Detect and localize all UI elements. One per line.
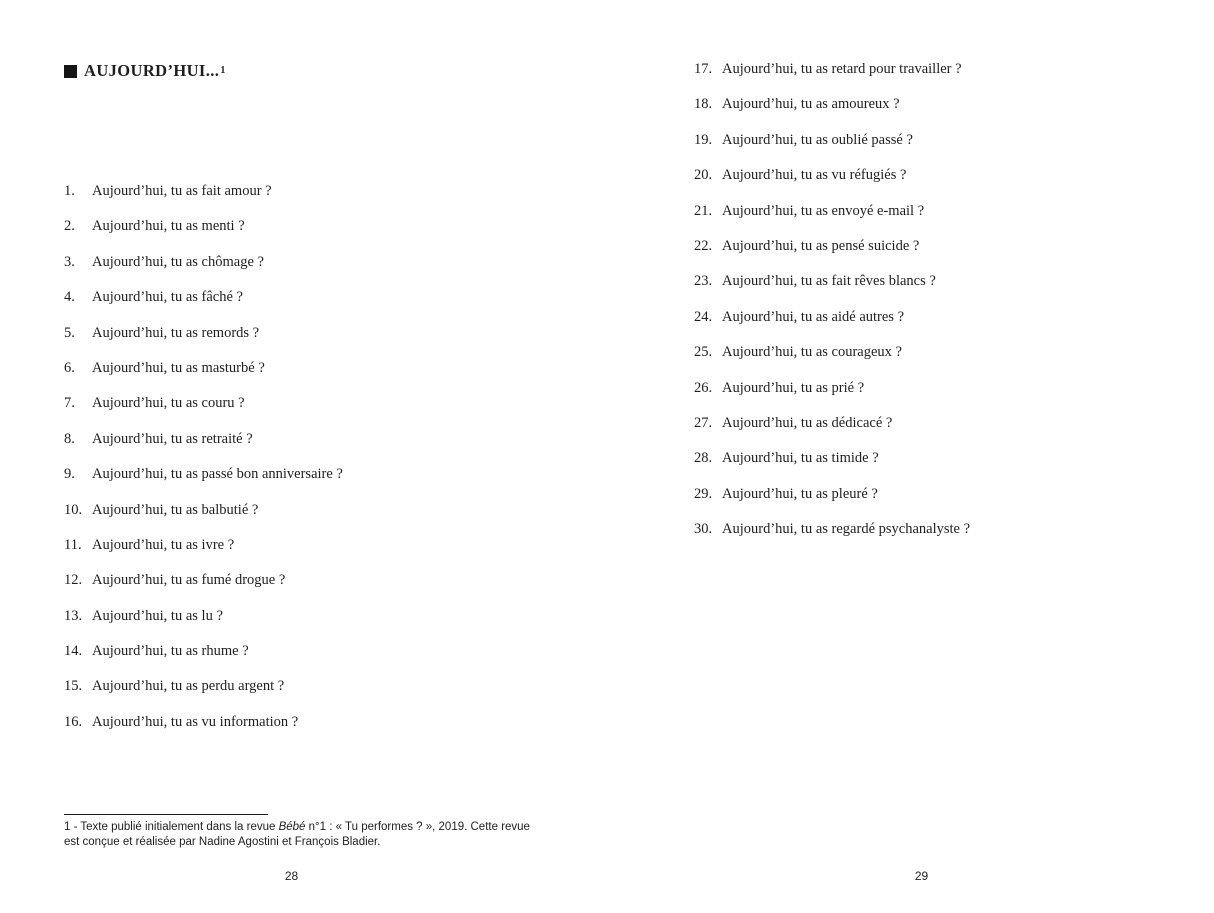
list-item <box>694 451 1214 466</box>
item-number: 10. <box>64 501 83 518</box>
item-number: 24. <box>694 308 713 325</box>
section-header: AUJOURD’HUI... 1 <box>64 61 226 81</box>
item-text: Aujourd’hui, tu as lu ? <box>92 607 223 624</box>
item-text: Aujourd’hui, tu as amoureux ? <box>722 96 900 113</box>
footnote <box>64 820 544 850</box>
footnote-text: 1 - Texte publié initialement dans la revue <box>64 821 279 833</box>
item-number: 27. <box>694 414 713 431</box>
item-text: Aujourd’hui, tu as remords ? <box>92 324 260 341</box>
list-item <box>64 326 604 341</box>
item-text: Aujourd’hui, tu as rhume ? <box>92 643 249 660</box>
footnote-line-2 <box>64 835 544 850</box>
item-number: 6. <box>64 359 75 376</box>
list-item <box>694 522 1214 537</box>
item-number: 3. <box>64 253 75 270</box>
list-item <box>694 97 1214 112</box>
question-list-left <box>64 184 604 750</box>
item-number: 13. <box>64 607 83 624</box>
item-text: Aujourd’hui, tu as envoyé e-mail ? <box>722 202 925 219</box>
item-number: 16. <box>64 713 83 730</box>
item-number: 12. <box>64 572 83 589</box>
page-number-right: 29 <box>914 869 929 883</box>
item-number: 28. <box>694 450 713 467</box>
item-number: 9. <box>64 466 75 483</box>
item-number: 23. <box>694 273 713 290</box>
list-item <box>64 361 604 376</box>
list-item <box>64 715 604 730</box>
list-item <box>64 503 604 518</box>
item-text: Aujourd’hui, tu as fait rêves blancs ? <box>722 273 936 290</box>
list-item <box>64 609 604 624</box>
footnote-text: est conçue et réalisée par Nadine Agostini et François Bladier. <box>64 836 381 848</box>
item-text: Aujourd’hui, tu as retraité ? <box>92 430 253 447</box>
list-item <box>64 538 604 553</box>
footnote-separator <box>64 814 268 815</box>
item-text: Aujourd’hui, tu as pleuré ? <box>722 485 878 502</box>
item-number: 26. <box>694 379 713 396</box>
list-item <box>694 239 1214 254</box>
item-number: 18. <box>694 96 713 113</box>
item-number: 7. <box>64 395 75 412</box>
item-number: 14. <box>64 643 83 660</box>
item-text: Aujourd’hui, tu as masturbé ? <box>92 359 265 376</box>
item-number: 1. <box>64 183 75 199</box>
list-item <box>694 204 1214 219</box>
item-text: Aujourd’hui, tu as chômage ? <box>92 253 264 270</box>
item-number: 22. <box>694 237 713 254</box>
item-text: Aujourd’hui, tu as courageux ? <box>722 344 902 361</box>
list-item <box>694 274 1214 289</box>
list-item <box>694 310 1214 325</box>
footnote-text: n°1 : « Tu performes ? », 2019. Cette revue <box>305 821 530 833</box>
list-item <box>694 133 1214 148</box>
item-text: Aujourd’hui, tu as timide ? <box>722 450 879 467</box>
list-item <box>64 467 604 482</box>
list-item <box>64 255 604 270</box>
item-text: Aujourd’hui, tu as ivre ? <box>92 536 235 553</box>
list-item <box>64 644 604 659</box>
list-item <box>64 290 604 305</box>
item-text: Aujourd’hui, tu as vu information ? <box>92 713 299 730</box>
item-text: Aujourd’hui, tu as passé bon anniversaire ? <box>92 466 343 483</box>
item-text: Aujourd’hui, tu as aidé autres ? <box>722 308 905 325</box>
list-item <box>694 487 1214 502</box>
item-text: Aujourd’hui, tu as fumé drogue ? <box>92 572 286 589</box>
item-text: Aujourd’hui, tu as menti ? <box>92 218 245 235</box>
item-text: Aujourd’hui, tu as dédicacé ? <box>722 414 893 431</box>
item-text: Aujourd’hui, tu as vu réfugiés ? <box>722 167 907 184</box>
item-number: 25. <box>694 344 713 361</box>
item-text: Aujourd’hui, tu as regardé psychanalyste ? <box>722 521 971 538</box>
item-number: 11. <box>64 536 82 553</box>
item-number: 4. <box>64 289 75 306</box>
list-item <box>694 381 1214 396</box>
list-item <box>64 573 604 588</box>
section-title: AUJOURD’HUI... <box>84 61 220 80</box>
footnote-italic-title: Bébé <box>278 821 306 833</box>
list-item <box>64 219 604 234</box>
page-number-left: 28 <box>284 869 299 883</box>
item-text: Aujourd’hui, tu as balbutié ? <box>92 501 259 518</box>
item-text: Aujourd’hui, tu as fâché ? <box>92 289 243 306</box>
item-number: 2. <box>64 218 75 235</box>
list-item <box>64 679 604 694</box>
item-text: Aujourd’hui, tu as pensé suicide ? <box>722 237 920 254</box>
item-number: 5. <box>64 324 75 341</box>
item-number: 8. <box>64 430 75 447</box>
item-text: Aujourd’hui, tu as prié ? <box>722 379 865 396</box>
item-number: 15. <box>64 678 83 695</box>
item-number: 21. <box>694 202 713 219</box>
list-item <box>64 432 604 447</box>
list-item <box>64 184 604 199</box>
item-text: Aujourd’hui, tu as perdu argent ? <box>92 678 285 695</box>
item-number: 30. <box>694 521 713 538</box>
item-text: Aujourd’hui, tu as retard pour travailler ? <box>722 61 962 77</box>
list-item <box>64 396 604 411</box>
question-list-right <box>694 62 1214 557</box>
item-text: Aujourd’hui, tu as fait amour ? <box>92 183 272 199</box>
list-item <box>694 62 1214 77</box>
item-number: 17. <box>694 61 713 77</box>
item-number: 29. <box>694 485 713 502</box>
item-text: Aujourd’hui, tu as oublié passé ? <box>722 131 913 148</box>
square-bullet-icon <box>64 65 77 78</box>
list-item <box>694 345 1214 360</box>
list-item <box>694 416 1214 431</box>
footnote-line-1 <box>64 820 544 835</box>
item-text: Aujourd’hui, tu as couru ? <box>92 395 245 412</box>
item-number: 19. <box>694 131 713 148</box>
list-item <box>694 168 1214 183</box>
item-number: 20. <box>694 167 713 184</box>
